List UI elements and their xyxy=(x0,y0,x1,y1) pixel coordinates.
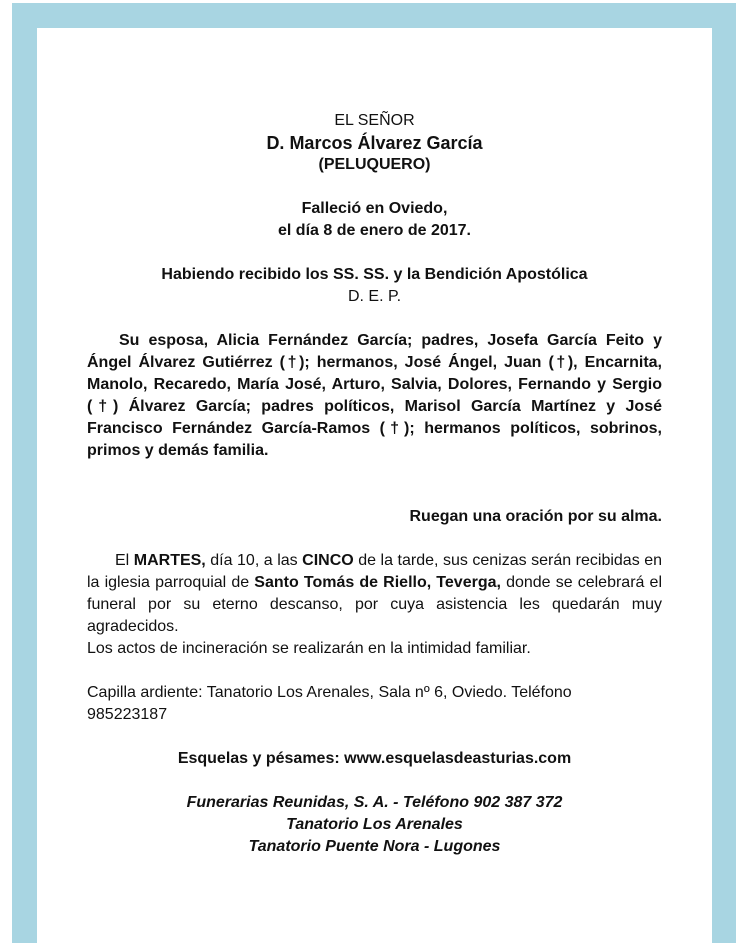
ceremony-text: de la tarde, sus cenizas serán recibidas en la iglesia parroquial de xyxy=(87,552,663,591)
sacraments-line: Habiendo recibido los SS. SS. y la Bendición Apostólica xyxy=(161,266,588,283)
funeral-home-tanatorio-lugones: Tanatorio Puente Nora - Lugones xyxy=(248,838,501,855)
death-date: el día 8 de enero de 2017. xyxy=(278,222,471,239)
ceremony-paragraph xyxy=(87,550,662,638)
condolences-link[interactable]: Esquelas y pésames: www.esquelasdeasturias.com xyxy=(177,750,572,767)
funeral-home-line: Funerarias Reunidas, S. A. - Teléfono 902 387 372 xyxy=(186,794,563,811)
chapel-info: Capilla ardiente: Tanatorio Los Arenales, Sala nº 6, Oviedo. Teléfono xyxy=(87,684,572,701)
incineration-note: Los actos de incineración se realizarán en la intimidad familiar. xyxy=(87,640,531,657)
death-place: Falleció en Oviedo, xyxy=(301,200,448,217)
obituary-content xyxy=(87,110,662,858)
ceremony-text: donde se celebrará el funeral por su eterno descanso, por cuya asistencia les quedarán muy agradecidos. xyxy=(87,574,662,635)
funeral-home-tanatorio-arenales: Tanatorio Los Arenales xyxy=(286,816,463,833)
ceremony-text: El xyxy=(115,552,134,569)
prayer-request: Ruegan una oración por su alma. xyxy=(409,508,662,525)
rip-line: D. E. P. xyxy=(347,288,402,305)
chapel-phone: 985223187 xyxy=(87,706,168,723)
ceremony-day: MARTES, xyxy=(133,552,206,569)
family-paragraph: Su esposa, Alicia Fernández García; padres, Josefa García Feito y Ángel Álvarez Gutiérrez (†); hermanos, José Ángel, Juan (†), Encarnita, Manolo, Recaredo, María José, Arturo, Salvia, Dolores, Fernando y Sergio (†) Álvarez García; padres políticos, Marisol García Martínez y José Francisco Fernández García-Ramos (†); hermanos políticos, sobrinos, primos y demás familia. xyxy=(87,332,662,459)
header-prefix: EL SEÑOR xyxy=(334,112,415,129)
ceremony-church: Santo Tomás de Riello, Teverga, xyxy=(254,574,501,591)
ceremony-hour: CINCO xyxy=(302,552,354,569)
deceased-name: D. Marcos Álvarez García xyxy=(266,133,483,153)
ceremony-text: día 10, a las xyxy=(205,552,303,569)
deceased-profession: (PELUQUERO) xyxy=(318,156,431,173)
